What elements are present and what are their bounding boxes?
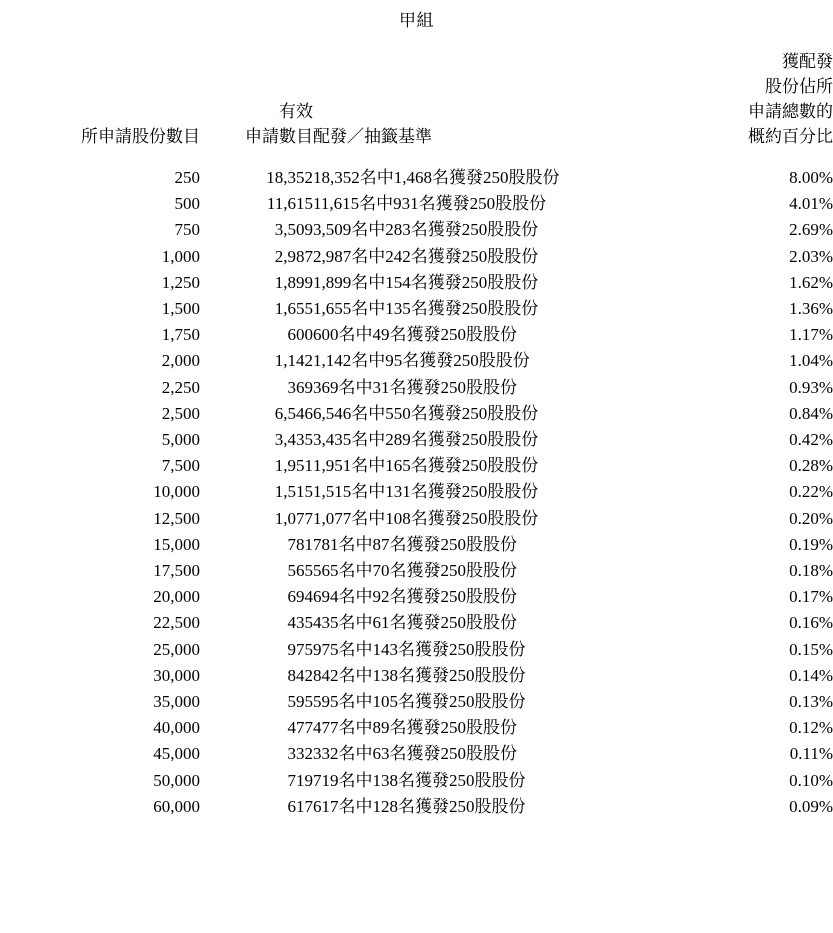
cell-allocation-basis: 1,951名中165名獲發250股股份	[313, 456, 539, 476]
cell-applied-shares: 10,000	[153, 482, 200, 502]
table-row	[0, 453, 833, 479]
cell-approx-percentage: 0.28%	[789, 456, 833, 476]
cell-approx-percentage: 0.15%	[789, 639, 833, 659]
cell-valid-applications: 332	[287, 744, 313, 764]
table-row	[0, 663, 833, 689]
table-row	[0, 794, 833, 820]
table-row	[0, 768, 833, 794]
cell-approx-percentage: 0.22%	[789, 482, 833, 502]
table-row	[0, 348, 833, 374]
cell-allocation-basis: 719名中138名獲發250股股份	[313, 770, 526, 790]
cell-valid-applications: 6,546	[274, 403, 313, 423]
cell-valid-applications: 595	[287, 692, 313, 712]
cell-applied-shares: 500	[174, 194, 200, 214]
table-row	[0, 191, 833, 217]
cell-allocation-basis: 11,615名中931名獲發250股股份	[313, 194, 547, 214]
cell-approx-percentage: 0.10%	[789, 770, 833, 790]
column-header-applied-shares	[0, 49, 200, 149]
cell-approx-percentage: 2.03%	[789, 246, 833, 266]
page-title: 甲組	[399, 11, 434, 30]
cell-valid-applications: 781	[287, 534, 313, 554]
table-row	[0, 532, 833, 558]
cell-valid-applications: 3,509	[274, 220, 313, 240]
cell-applied-shares: 7,500	[161, 456, 200, 476]
cell-approx-percentage: 0.11%	[789, 744, 833, 764]
cell-approx-percentage: 0.16%	[789, 613, 833, 633]
cell-applied-shares: 1,250	[161, 272, 200, 292]
cell-approx-percentage: 4.01%	[789, 194, 833, 214]
cell-valid-applications: 600	[287, 325, 313, 345]
cell-approx-percentage: 8.00%	[789, 168, 833, 187]
cell-allocation-basis: 1,142名中95名獲發250股股份	[313, 351, 530, 371]
cell-allocation-basis: 600名中49名獲發250股股份	[313, 325, 517, 345]
cell-applied-shares: 35,000	[153, 692, 200, 712]
column-header-line: 有效	[279, 102, 313, 121]
cell-valid-applications: 435	[287, 613, 313, 633]
table-row	[0, 689, 833, 715]
cell-valid-applications: 3,435	[274, 430, 313, 450]
cell-approx-percentage: 1.17%	[789, 325, 833, 345]
table-row	[0, 401, 833, 427]
table-row	[0, 296, 833, 322]
cell-applied-shares: 60,000	[153, 796, 200, 816]
cell-valid-applications: 1,899	[274, 272, 313, 292]
allocation-table	[0, 49, 833, 820]
cell-allocation-basis: 369名中31名獲發250股股份	[313, 377, 517, 397]
cell-allocation-basis: 477名中89名獲發250股股份	[313, 718, 517, 738]
cell-approx-percentage: 0.09%	[789, 796, 833, 816]
cell-approx-percentage: 1.04%	[789, 351, 833, 371]
cell-approx-percentage: 0.93%	[789, 377, 833, 397]
cell-applied-shares: 2,500	[161, 403, 200, 423]
column-header-approx-percentage	[673, 49, 833, 149]
cell-valid-applications: 11,615	[266, 194, 313, 214]
cell-allocation-basis: 694名中92名獲發250股股份	[313, 587, 517, 607]
cell-applied-shares: 2,000	[161, 351, 200, 371]
cell-applied-shares: 50,000	[153, 770, 200, 790]
table-row	[0, 637, 833, 663]
table-row	[0, 715, 833, 741]
table-row	[0, 375, 833, 401]
column-header-line: 股份佔所	[765, 77, 833, 96]
cell-approx-percentage: 0.20%	[789, 508, 833, 528]
cell-valid-applications: 2,987	[274, 246, 313, 266]
column-header-allocation-basis	[313, 49, 673, 149]
cell-valid-applications: 1,515	[274, 482, 313, 502]
cell-applied-shares: 30,000	[153, 665, 200, 685]
cell-valid-applications: 1,951	[274, 456, 313, 476]
cell-applied-shares: 1,750	[161, 325, 200, 345]
column-header-line: 獲配發	[782, 52, 833, 71]
cell-approx-percentage: 2.69%	[789, 220, 833, 240]
column-header-line: 配發／抽籤基準	[313, 127, 432, 146]
cell-approx-percentage: 0.19%	[789, 534, 833, 554]
cell-valid-applications: 617	[287, 796, 313, 816]
cell-approx-percentage: 0.18%	[789, 561, 833, 581]
cell-valid-applications: 18,352	[266, 168, 313, 187]
cell-approx-percentage: 0.13%	[789, 692, 833, 712]
cell-applied-shares: 2,250	[161, 377, 200, 397]
cell-allocation-basis: 3,509名中283名獲發250股股份	[313, 220, 539, 240]
cell-allocation-basis: 3,435名中289名獲發250股股份	[313, 430, 539, 450]
table-row	[0, 427, 833, 453]
column-header-line: 申請總數的	[748, 102, 833, 121]
cell-applied-shares: 40,000	[153, 718, 200, 738]
table-row	[0, 149, 833, 191]
cell-valid-applications: 842	[287, 665, 313, 685]
column-header-valid-applications	[200, 49, 313, 149]
cell-allocation-basis: 1,077名中108名獲發250股股份	[313, 508, 539, 528]
cell-allocation-basis: 6,546名中550名獲發250股股份	[313, 403, 539, 423]
cell-allocation-basis: 332名中63名獲發250股股份	[313, 744, 517, 764]
cell-applied-shares: 17,500	[153, 561, 200, 581]
cell-approx-percentage: 0.42%	[789, 430, 833, 450]
cell-applied-shares: 15,000	[153, 534, 200, 554]
cell-valid-applications: 477	[287, 718, 313, 738]
cell-applied-shares: 1,000	[161, 246, 200, 266]
table-row	[0, 244, 833, 270]
cell-valid-applications: 1,077	[274, 508, 313, 528]
cell-allocation-basis: 565名中70名獲發250股股份	[313, 561, 517, 581]
cell-applied-shares: 25,000	[153, 639, 200, 659]
cell-applied-shares: 1,500	[161, 299, 200, 319]
cell-valid-applications: 1,655	[274, 299, 313, 319]
column-header-line: 申請數目	[245, 127, 313, 146]
cell-applied-shares: 5,000	[161, 430, 200, 450]
cell-approx-percentage: 0.84%	[789, 403, 833, 423]
cell-allocation-basis: 975名中143名獲發250股股份	[313, 639, 526, 659]
cell-applied-shares: 250	[174, 168, 200, 187]
cell-allocation-basis: 1,655名中135名獲發250股股份	[313, 299, 539, 319]
table-row	[0, 322, 833, 348]
table-row	[0, 741, 833, 767]
cell-allocation-basis: 1,515名中131名獲發250股股份	[313, 482, 539, 502]
cell-allocation-basis: 595名中105名獲發250股股份	[313, 692, 526, 712]
cell-applied-shares: 45,000	[153, 744, 200, 764]
cell-valid-applications: 694	[287, 587, 313, 607]
cell-valid-applications: 369	[287, 377, 313, 397]
cell-allocation-basis: 781名中87名獲發250股股份	[313, 534, 517, 554]
cell-approx-percentage: 0.14%	[789, 665, 833, 685]
cell-valid-applications: 975	[287, 639, 313, 659]
table-row	[0, 217, 833, 243]
cell-valid-applications: 1,142	[274, 351, 313, 371]
table-row	[0, 479, 833, 505]
cell-approx-percentage: 1.62%	[789, 272, 833, 292]
table-row	[0, 506, 833, 532]
table-row	[0, 584, 833, 610]
cell-applied-shares: 20,000	[153, 587, 200, 607]
column-header-line: 概約百分比	[748, 127, 833, 146]
cell-valid-applications: 719	[287, 770, 313, 790]
cell-allocation-basis: 435名中61名獲發250股股份	[313, 613, 517, 633]
table-header	[0, 49, 833, 149]
cell-allocation-basis: 842名中138名獲發250股股份	[313, 665, 526, 685]
cell-approx-percentage: 0.17%	[789, 587, 833, 607]
table-row	[0, 610, 833, 636]
cell-applied-shares: 22,500	[153, 613, 200, 633]
table-row	[0, 558, 833, 584]
cell-applied-shares: 12,500	[153, 508, 200, 528]
table-row	[0, 270, 833, 296]
cell-allocation-basis: 2,987名中242名獲發250股股份	[313, 246, 539, 266]
cell-valid-applications: 565	[287, 561, 313, 581]
cell-applied-shares: 750	[174, 220, 200, 240]
table-body	[0, 149, 833, 820]
cell-approx-percentage: 1.36%	[789, 299, 833, 319]
cell-approx-percentage: 0.12%	[789, 718, 833, 738]
column-header-line: 所申請股份數目	[81, 127, 200, 146]
cell-allocation-basis: 18,352名中1,468名獲發250股股份	[313, 168, 560, 187]
cell-allocation-basis: 1,899名中154名獲發250股股份	[313, 272, 539, 292]
cell-allocation-basis: 617名中128名獲發250股股份	[313, 796, 526, 816]
